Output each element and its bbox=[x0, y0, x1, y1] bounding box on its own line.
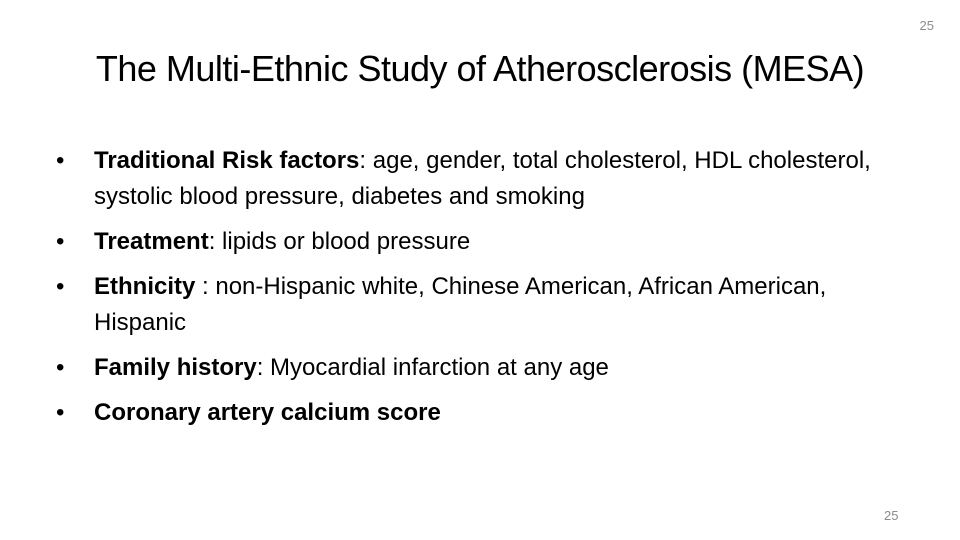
bullet-item-treatment bbox=[56, 224, 896, 260]
bullet-item-ethnicity bbox=[56, 269, 896, 341]
bullet-item-family-history bbox=[56, 350, 896, 386]
bullet-term: Treatment bbox=[94, 228, 209, 255]
bullet-icon: • bbox=[56, 399, 65, 426]
bullet-term: Family history bbox=[94, 354, 257, 381]
bullet-icon: • bbox=[56, 354, 65, 381]
bullet-term: Coronary artery calcium score bbox=[94, 399, 441, 426]
bullet-term: Traditional Risk factors bbox=[94, 147, 360, 174]
bullet-icon: • bbox=[56, 147, 65, 174]
bullet-term: Ethnicity bbox=[94, 273, 196, 300]
slide-number-bottom: 25 bbox=[884, 508, 899, 523]
bullet-text: : non-Hispanic white, Chinese American, African American, Hispanic bbox=[94, 273, 827, 336]
bullet-icon: • bbox=[56, 273, 65, 300]
slide-number-top: 25 bbox=[919, 18, 934, 33]
bullet-item-coronary-artery-calcium-score bbox=[56, 395, 896, 431]
bullet-text: : lipids or blood pressure bbox=[208, 228, 471, 255]
bullet-item-traditional-risk-factors bbox=[56, 143, 896, 215]
bullet-icon: • bbox=[56, 228, 65, 255]
bullet-text: : age, gender, total cholesterol, HDL cholesterol, systolic blood pressure, diabetes and smoking bbox=[94, 147, 871, 210]
bullet-text: : Myocardial infarction at any age bbox=[256, 354, 609, 381]
bullet-list bbox=[56, 143, 896, 440]
slide-title: The Multi-Ethnic Study of Atherosclerosis (MESA) bbox=[95, 48, 865, 89]
